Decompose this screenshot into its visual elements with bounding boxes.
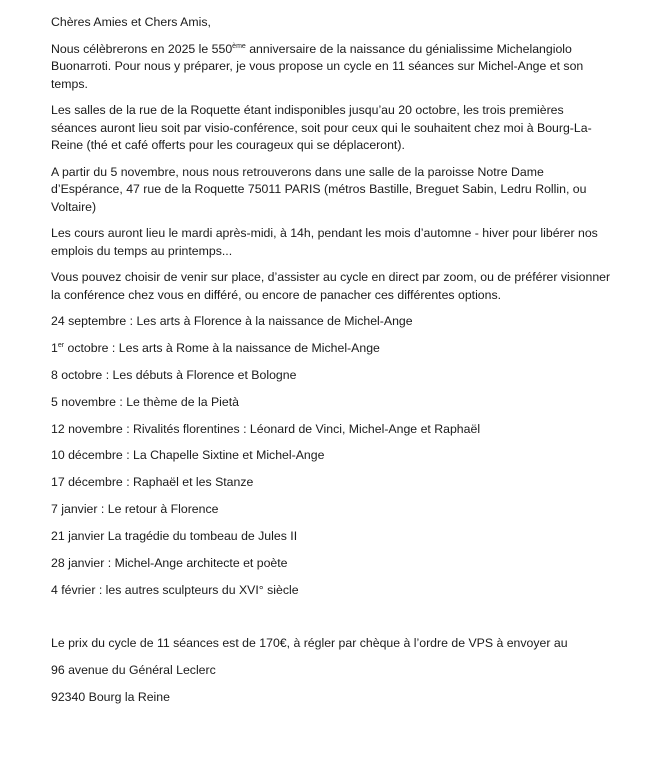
paragraph-venue-temporary: Les salles de la rue de la Roquette étant indisponibles jusqu’au 20 octobre, les trois premières séances auront lieu soit par visio-conférence, soit pour ceux qui le souhaitent chez moi à Bourg-La-Reine (thé et café offerts pour les courageux qui se déplaceront). xyxy=(51,103,592,152)
schedule-item xyxy=(51,582,611,600)
schedule-item xyxy=(51,340,611,358)
schedule-separator: : xyxy=(122,421,134,436)
schedule-separator: : xyxy=(122,448,134,463)
schedule-separator: : xyxy=(115,394,127,409)
schedule-topic: La tragédie du tombeau de Jules II xyxy=(107,529,298,544)
schedule-date: 5 novembre xyxy=(51,394,116,409)
schedule-item xyxy=(51,528,611,546)
schedule-topic: Le thème de la Pietà xyxy=(126,394,239,409)
schedule-date: 8 octobre xyxy=(51,367,103,382)
schedule-item xyxy=(51,474,611,492)
schedule-separator: : xyxy=(104,556,115,571)
schedule-separator: : xyxy=(95,582,106,597)
intro-superscript: ème xyxy=(232,42,246,50)
schedule-topic: Le retour à Florence xyxy=(107,502,219,517)
schedule-date: 28 janvier xyxy=(51,556,105,571)
intro-after: anniversaire de la naissance du génialissime Michelangiolo Buonarroti. Pour nous y préparer, je vous propose un cycle en 11 séances sur Michel-Ange et son temps. xyxy=(51,41,584,91)
schedule-topic: Raphaël et les Stanze xyxy=(133,475,254,490)
schedule-item xyxy=(51,501,611,519)
paragraph-attendance-options: Vous pouvez choisir de venir sur place, d’assister au cycle en direct par zoom, ou de préférer visionner la conférence chez vous en différé, ou encore de panacher ces différentes options. xyxy=(51,270,611,302)
schedule-date: 21 janvier xyxy=(51,529,105,544)
schedule-date: 24 septembre xyxy=(51,314,127,328)
address-city: 92340 Bourg la Reine xyxy=(51,689,170,704)
schedule-item xyxy=(51,421,611,439)
schedule-list xyxy=(51,313,611,599)
schedule-date: 1 xyxy=(51,340,58,355)
schedule-topic: Les débuts à Florence et Bologne xyxy=(112,367,297,382)
schedule-separator: : xyxy=(126,314,137,328)
schedule-item xyxy=(51,555,611,573)
intro-paragraph xyxy=(51,41,611,94)
schedule-topic: Les arts à Rome à la naissance de Michel-Ange xyxy=(118,340,380,355)
schedule-separator: octobre : xyxy=(64,340,119,355)
schedule-topic: Rivalités florentines : Léonard de Vinci, Michel-Ange et Raphaël xyxy=(133,421,481,436)
intro-before: Nous célèbrerons en 2025 le 550 xyxy=(51,41,233,56)
price-line: Le prix du cycle de 11 séances est de 170€, à régler par chèque à l’ordre de VPS à envoyer au xyxy=(51,635,568,650)
letter-page xyxy=(51,14,611,715)
schedule-date: 17 décembre xyxy=(51,475,123,490)
spacer xyxy=(51,609,611,635)
schedule-topic: La Chapelle Sixtine et Michel-Ange xyxy=(133,448,325,463)
paragraph-venue-november: A partir du 5 novembre, nous nous retrouverons dans une salle de la paroisse Notre Dame d’Espérance, 47 rue de la Roquette 75011 PARIS (métros Bastille, Breguet Sabin, Ledru Rollin, ou Voltaire) xyxy=(51,164,587,214)
paragraph-schedule-info: Les cours auront lieu le mardi après-midi, à 14h, pendant les mois d’automne - hiver pour libérer nos emplois du temps au printemps... xyxy=(51,226,598,258)
schedule-topic: les autres sculpteurs du XVI° siècle xyxy=(105,582,299,597)
schedule-date: 12 novembre xyxy=(51,421,123,436)
schedule-separator: : xyxy=(97,502,108,517)
address-street: 96 avenue du Général Leclerc xyxy=(51,662,216,677)
schedule-date: 4 février xyxy=(51,582,96,597)
schedule-item xyxy=(51,394,611,412)
schedule-topic: Les arts à Florence à la naissance de Michel-Ange xyxy=(136,314,413,328)
schedule-date: 7 janvier xyxy=(51,502,98,517)
schedule-date: 10 décembre xyxy=(51,448,123,463)
schedule-date-superscript: er xyxy=(57,341,65,349)
schedule-topic: Michel-Ange architecte et poète xyxy=(114,556,288,571)
schedule-separator: : xyxy=(102,367,113,382)
schedule-item xyxy=(51,313,611,331)
schedule-item xyxy=(51,367,611,385)
greeting: Chères Amies et Chers Amis, xyxy=(51,15,211,29)
schedule-separator: : xyxy=(122,475,134,490)
schedule-item xyxy=(51,447,611,465)
